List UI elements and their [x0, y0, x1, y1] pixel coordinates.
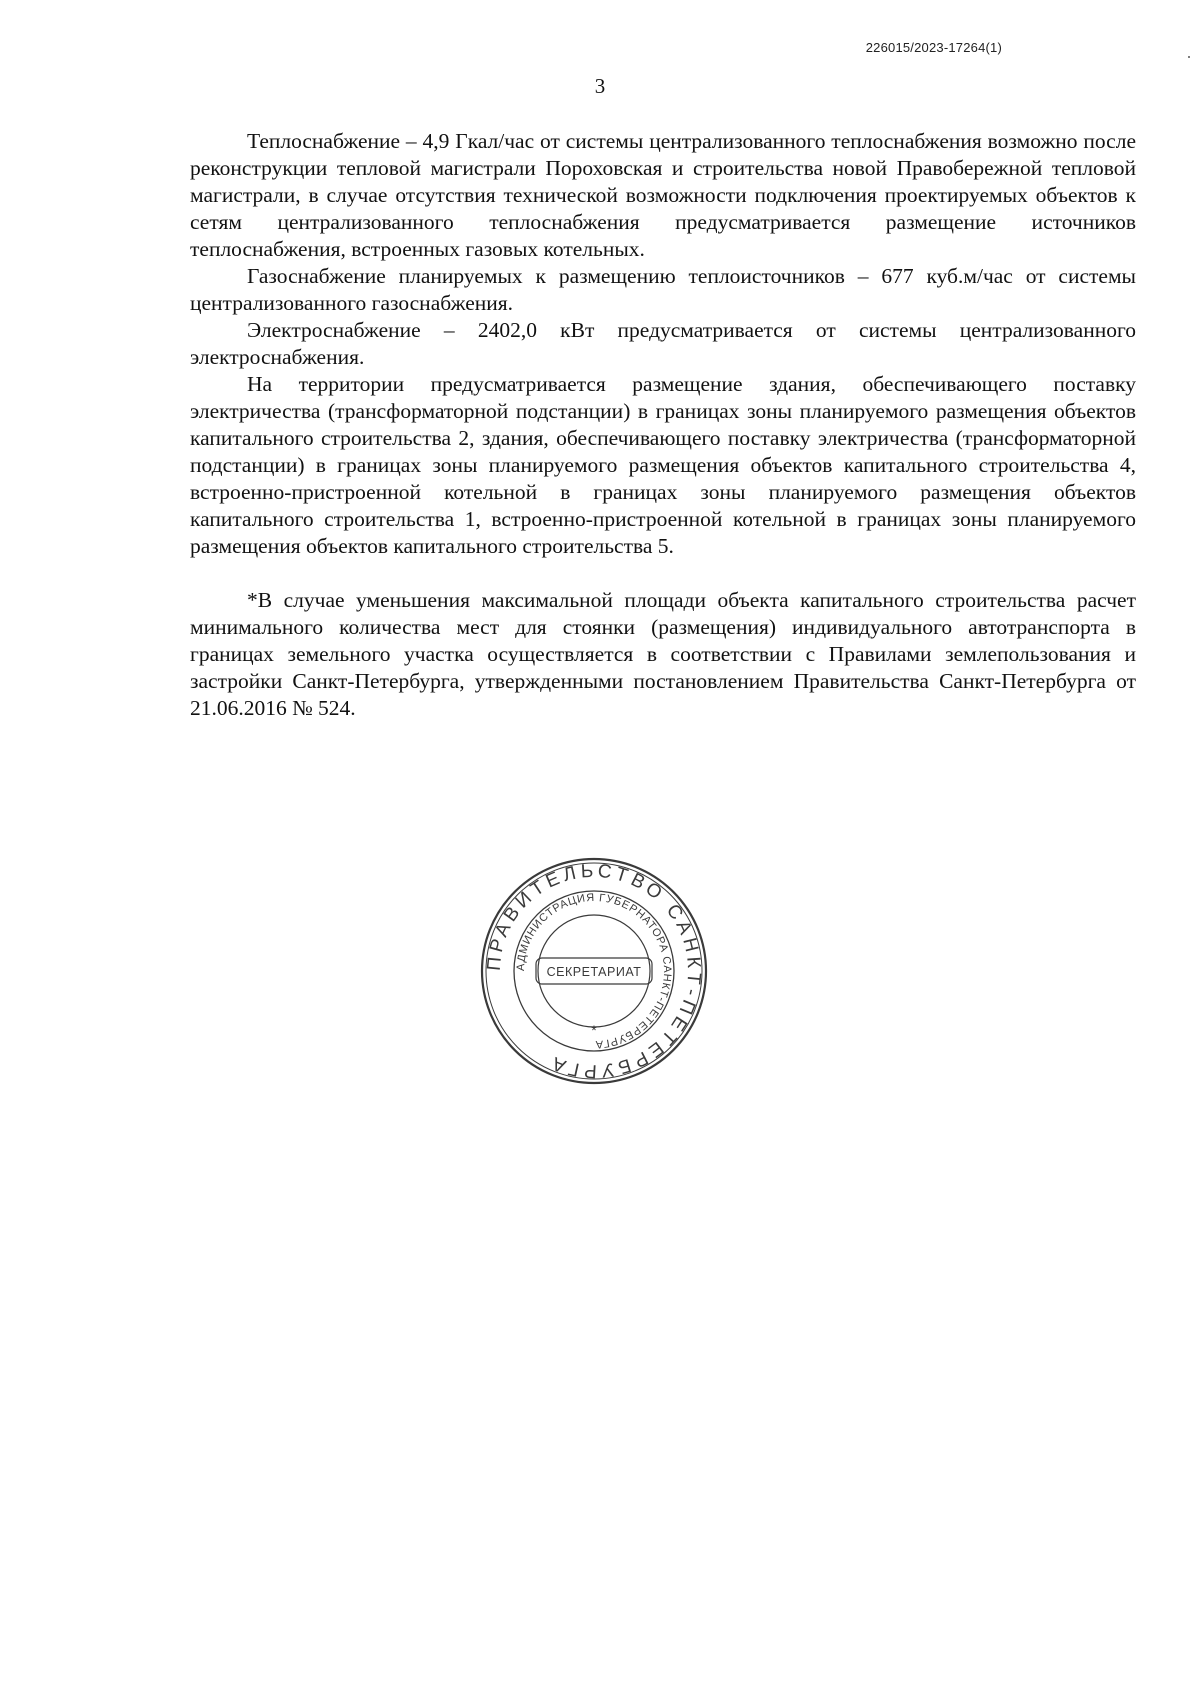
- official-seal: [478, 855, 710, 1087]
- page-number: 3: [594, 74, 606, 98]
- seal-inner-text: АДМИНИСТРАЦИЯ ГУБЕРНАТОРА САНКТ-ПЕТЕРБУРГА: [514, 891, 674, 1051]
- paragraph-heat-supply: Теплоснабжение – 4,9 Гкал/час от системы централизованного теплоснабжения возможно после реконструкции тепловой магистрали Пороховская и строительства новой Правобережной тепловой магистрали, в случае отсутствия технической возможности подключения проектируемых объектов к сетям централизованного теплоснабжения предусматривается размещение источников теплоснабжения, встроенных газовых котельных.: [190, 129, 1136, 261]
- paragraph-power-supply: Электроснабжение – 2402,0 кВт предусматривается от системы централизованного электроснабжения.: [190, 318, 1136, 369]
- document-body: [190, 128, 1136, 722]
- seal-center-text: СЕКРЕТАРИАТ: [546, 965, 642, 979]
- paragraph-territory: На территории предусматривается размещение здания, обеспечивающего поставку электричества (трансформаторной подстанции) в границах зоны планируемого размещения объектов капитального строительства 2, здания, обеспечивающего поставку электричества (трансформаторной подстанции) в границах зоны планируемого размещения объектов капитального строительства 4, встроенно-пристроенной котельной в границах зоны планируемого размещения объектов капитального строительства 1, встроенно-пристроенной котельной в границах зоны планируемого размещения объектов капитального строительства 5.: [190, 372, 1136, 558]
- document-id: 226015/2023-17264(1): [865, 40, 1002, 55]
- seal-graphic: [478, 855, 710, 1087]
- seal-outer-text: ПРАВИТЕЛЬСТВО САНКТ-ПЕТЕРБУРГА: [483, 860, 705, 1082]
- seal-star: *: [591, 1022, 597, 1038]
- scan-speck: [1188, 56, 1190, 58]
- paragraph-gas-supply: Газоснабжение планируемых к размещению теплоисточников – 677 куб.м/час от системы централизованного газоснабжения.: [190, 264, 1136, 315]
- footnote: *В случае уменьшения максимальной площади объекта капитального строительства расчет минимального количества мест для стоянки (размещения) индивидуального автотранспорта в границах земельного участка осуществляется в соответствии с Правилами землепользования и застройки Санкт-Петербурга, утвержденными постановлением Правительства Санкт-Петербурга от 21.06.2016 № 524.: [190, 588, 1136, 720]
